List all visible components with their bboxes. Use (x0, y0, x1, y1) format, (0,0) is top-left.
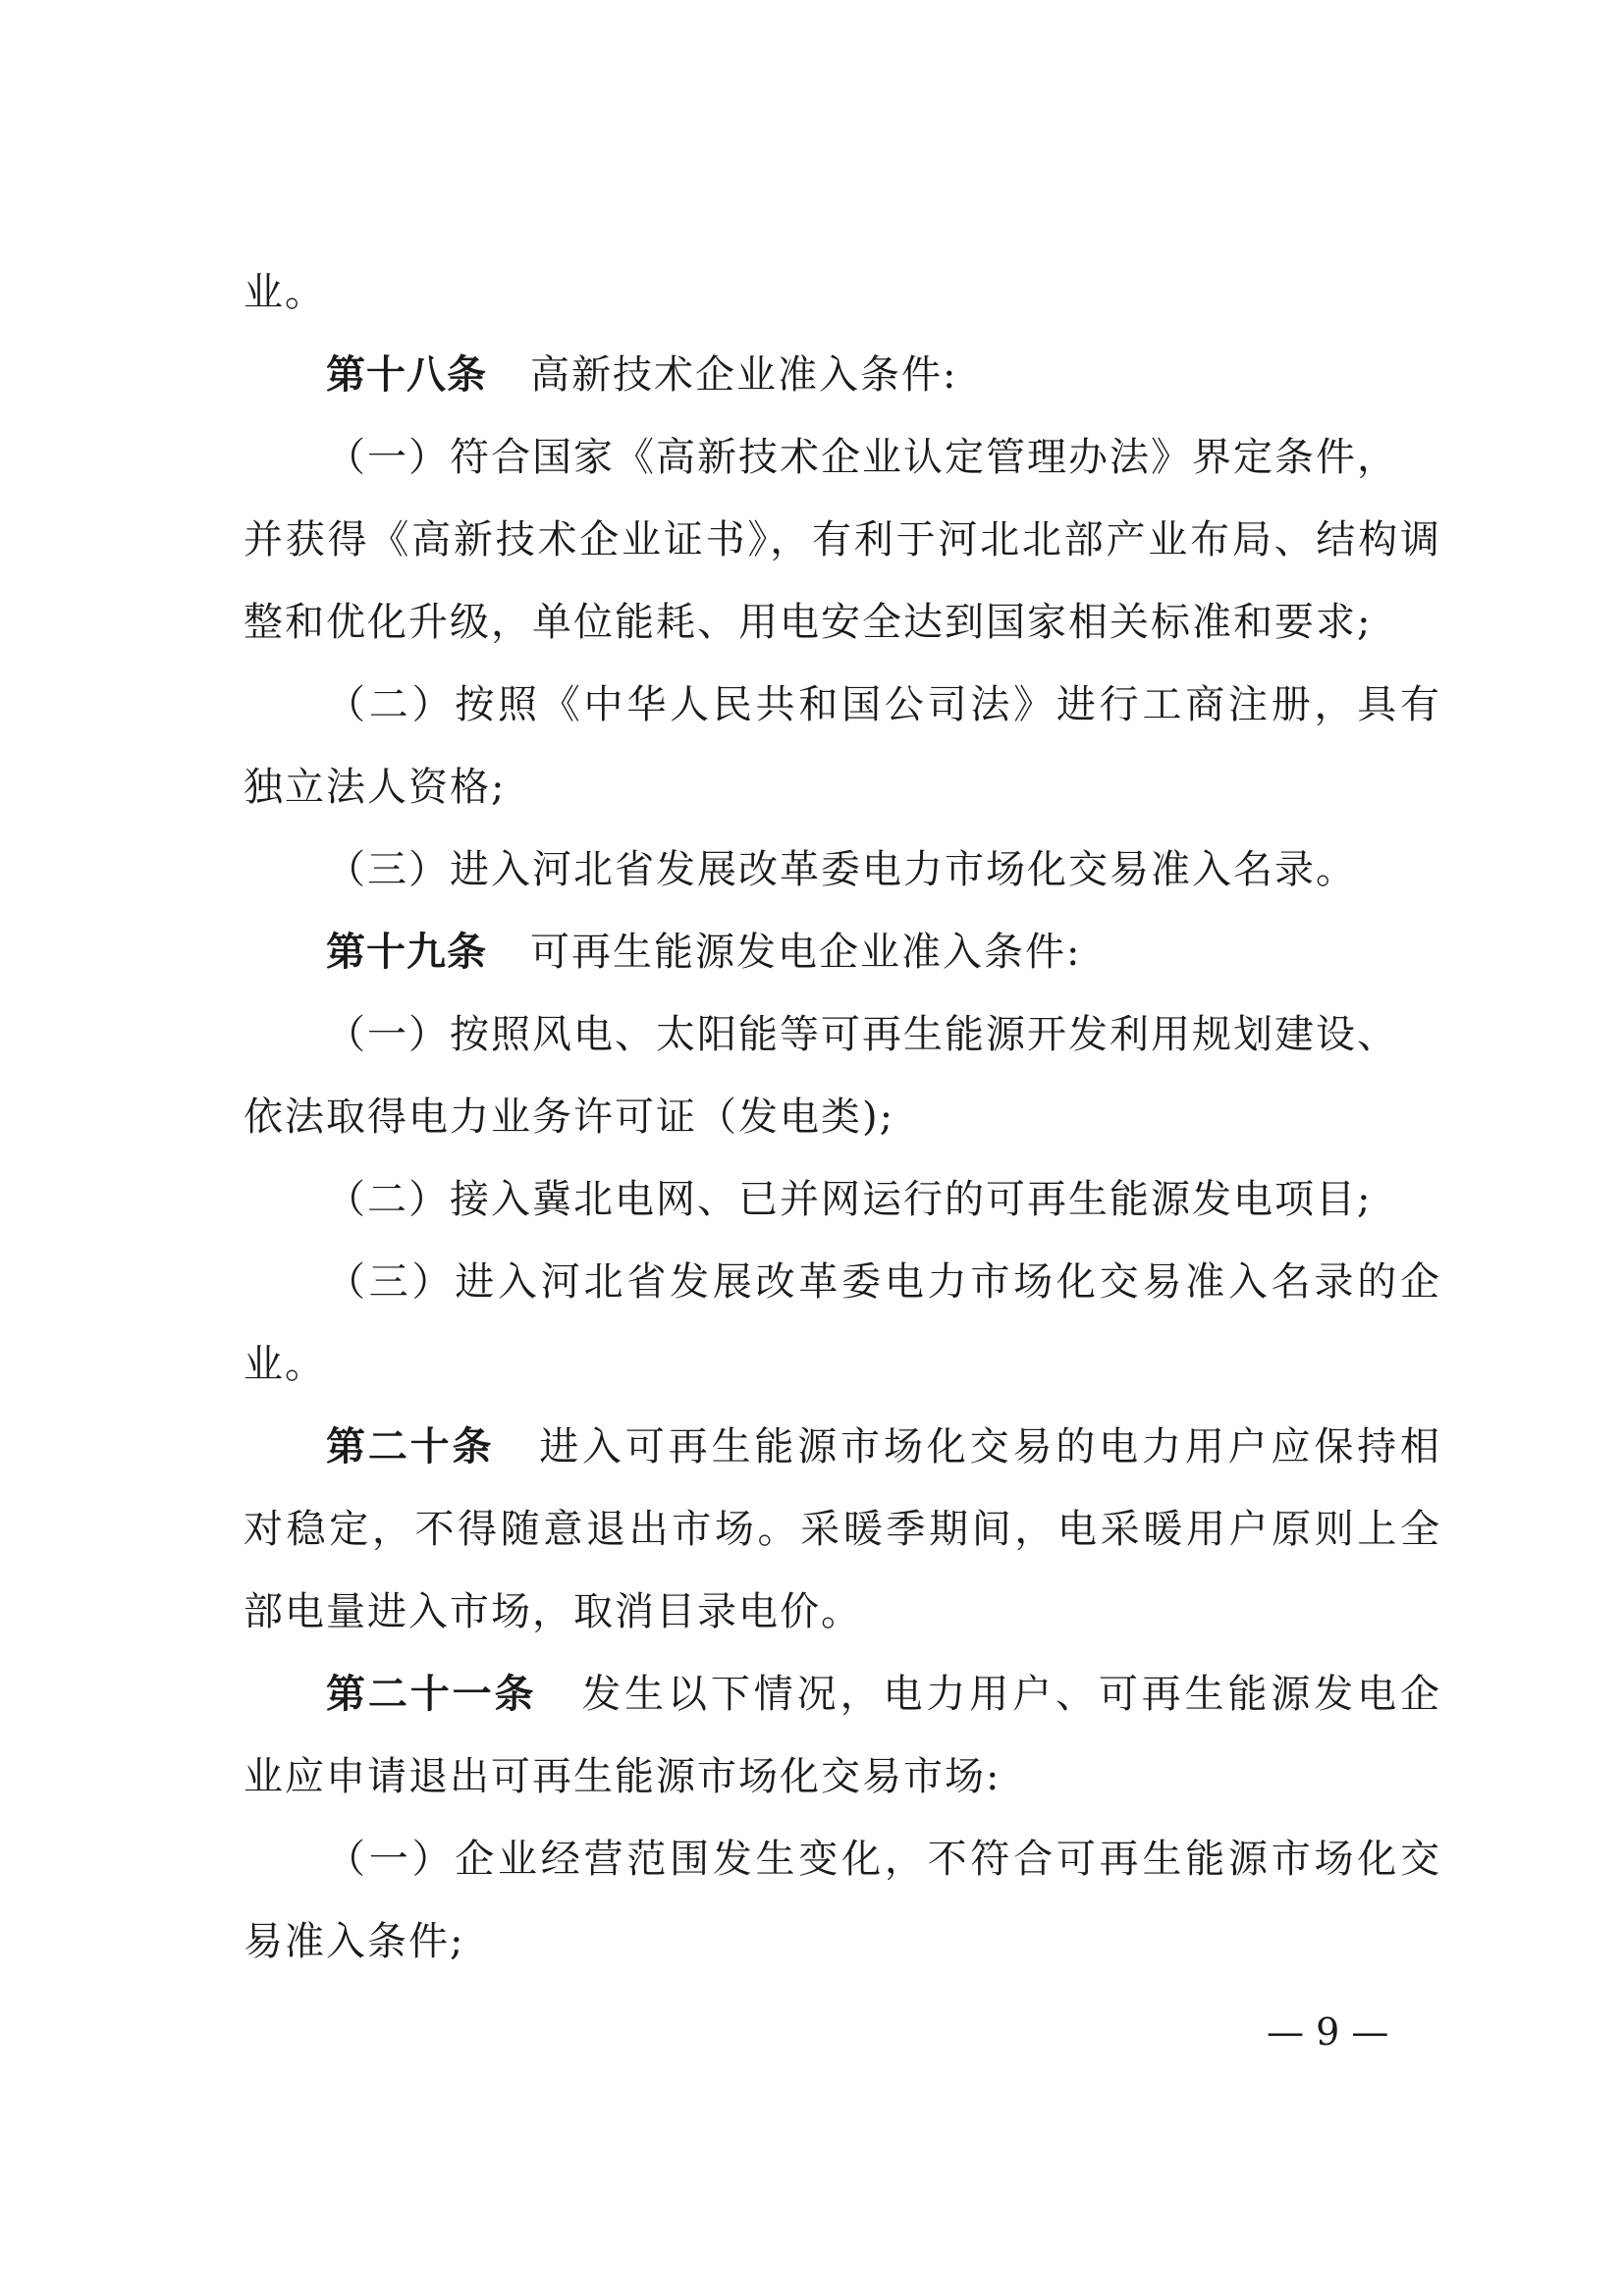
line-text: 业。 (244, 270, 326, 315)
paragraph-line (326, 677, 1441, 732)
paragraph-line (326, 1172, 1441, 1227)
paragraph-line (326, 1007, 1441, 1062)
article-title: 高新技术企业准入条件: (530, 352, 958, 398)
paragraph-line (244, 595, 1441, 650)
line-text: 业。 (244, 1342, 326, 1387)
paragraph-line (244, 1337, 1441, 1392)
article-18-heading (326, 347, 1441, 402)
page-number: — 9 — (1267, 2010, 1389, 2054)
paragraph-line (244, 265, 1441, 320)
line-text: （二）接入冀北电网、已并网运行的可再生能源发电项目; (326, 1177, 1373, 1222)
paragraph-line (244, 1584, 1441, 1639)
article-number: 第十八条 (326, 352, 487, 398)
line-text: 并获得《高新技术企业证书》，有利于河北北部产业布局、结构调 (244, 517, 1441, 562)
paragraph-line (244, 760, 1441, 815)
line-text: 整和优化升级，单位能耗、用电安全达到国家相关标准和要求; (244, 600, 1373, 645)
paragraph-line (326, 1255, 1441, 1309)
article-number: 第二十条 (326, 1424, 495, 1469)
article-text: 发生以下情况，电力用户、可再生能源发电企 (579, 1672, 1442, 1717)
paragraph-line (244, 1914, 1441, 1969)
line-text: （三）进入河北省发展改革委电力市场化交易准入名录的企 (326, 1259, 1441, 1305)
line-text: （一）企业经营范围发生变化，不符合可再生能源市场化交 (326, 1837, 1441, 1882)
paragraph-line (244, 512, 1441, 567)
paragraph-line (326, 430, 1441, 485)
article-20-heading (326, 1419, 1441, 1474)
line-text: 业应申请退出可再生能源市场化交易市场: (244, 1754, 1001, 1799)
article-19-heading (326, 925, 1441, 980)
line-text: （二）按照《中华人民共和国公司法》进行工商注册，具有 (326, 682, 1441, 727)
line-text: （一）符合国家《高新技术企业认定管理办法》界定条件， (326, 435, 1398, 480)
line-text: 对稳定，不得随意退出市场。采暖季期间，电采暖用户原则上全 (244, 1507, 1441, 1552)
paragraph-line (326, 842, 1441, 897)
line-text: 依法取得电力业务许可证（发电类); (244, 1095, 895, 1140)
paragraph-line (244, 1749, 1441, 1804)
article-title: 可再生能源发电企业准入条件: (530, 930, 1082, 975)
paragraph-line (326, 1832, 1441, 1887)
article-number: 第二十一条 (326, 1672, 537, 1717)
line-text: 易准入条件; (244, 1919, 465, 1964)
article-text: 进入可再生能源市场化交易的电力用户应保持相 (537, 1424, 1442, 1469)
line-text: 部电量进入市场，取消目录电价。 (244, 1589, 862, 1634)
line-text: 独立法人资格; (244, 765, 507, 810)
line-text: （一）按照风电、太阳能等可再生能源开发利用规划建设、 (326, 1012, 1398, 1057)
paragraph-line (244, 1090, 1441, 1145)
paragraph-line (244, 1502, 1441, 1557)
article-number: 第十九条 (326, 930, 487, 975)
line-text: （三）进入河北省发展改革委电力市场化交易准入名录。 (326, 847, 1357, 892)
article-21-heading (326, 1667, 1441, 1722)
